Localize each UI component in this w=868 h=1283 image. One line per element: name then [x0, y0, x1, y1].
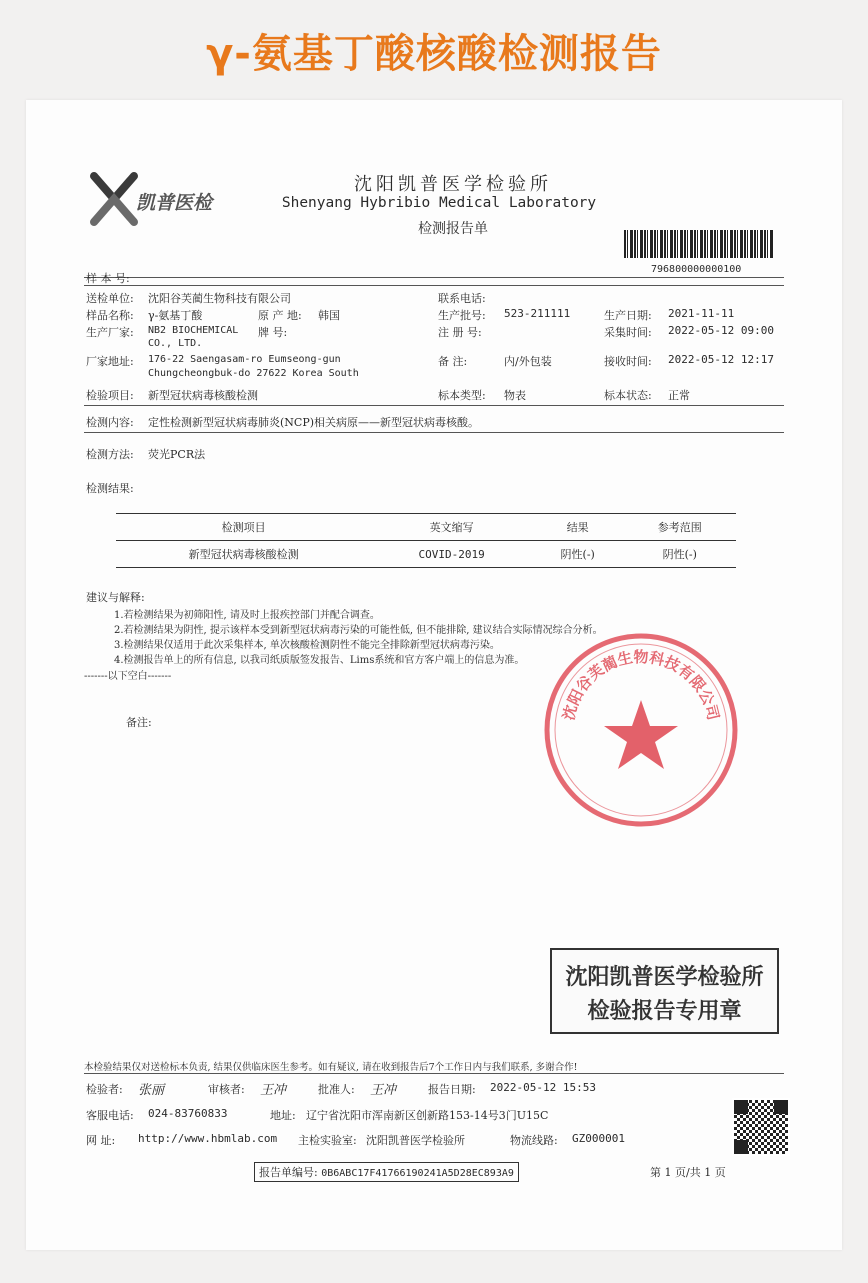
report-date-label: 报告日期:	[428, 1083, 476, 1096]
receive-value: 2022-05-12 12:17	[668, 353, 774, 366]
contact-label: 联系电话:	[438, 292, 486, 305]
main-lab-label: 主检实验室:	[298, 1134, 357, 1147]
approver-signature: 王冲	[370, 1083, 397, 1098]
address-footer-value: 辽宁省沈阳市浑南新区创新路153-14号3门U15C	[306, 1109, 549, 1122]
brand-label: 牌 号:	[258, 326, 288, 339]
remark-value: 内/外包装	[504, 355, 552, 368]
page-headline: γ-氨基丁酸核酸检测报告	[206, 31, 662, 77]
logistics-label: 物流线路:	[510, 1134, 558, 1147]
seal-line-2: 检验报告专用章	[587, 999, 742, 1024]
collect-value: 2022-05-12 09:00	[668, 324, 774, 337]
barcode	[624, 230, 774, 258]
result-item: 新型冠状病毒核酸检测	[188, 548, 299, 561]
qr-code	[732, 1098, 790, 1156]
item-label: 检验项目:	[86, 389, 134, 402]
report-date-value: 2022-05-12 15:53	[490, 1081, 596, 1094]
content-value: 定性检测新型冠状病毒肺炎(NCP)相关病原——新型冠状病毒核酸。	[148, 416, 480, 429]
maker-label: 生产厂家:	[86, 326, 134, 339]
results-header-row	[116, 514, 736, 541]
tester-label: 检验者:	[86, 1083, 123, 1096]
content-label: 检测内容:	[86, 416, 134, 429]
origin-value: 韩国	[318, 309, 340, 322]
advice-item: 1.若检测结果为初筛阳性, 请及时上报疾控部门并配合调查。	[114, 610, 380, 621]
page-info: 第 1 页/共 1 页	[650, 1166, 726, 1179]
results-header-cell: 参考范围	[657, 521, 702, 534]
address-line-1: 176-22 Saengasam-ro Eumseong-gun	[148, 354, 341, 365]
remark-label: 备 注:	[438, 355, 468, 368]
report-title: 检测报告单	[418, 221, 488, 237]
method-label: 检测方法:	[86, 448, 134, 461]
receive-label: 接收时间:	[604, 355, 652, 368]
item-value: 新型冠状病毒核酸检测	[148, 389, 258, 402]
advice-item: 3.检测结果仅适用于此次采集样本, 单次核酸检测阴性不能完全排除新型冠状病毒污染。	[114, 640, 500, 651]
batch-label: 生产批号:	[438, 309, 486, 322]
reviewer-signature: 王冲	[260, 1083, 287, 1098]
approver-label: 批准人:	[318, 1083, 355, 1096]
disclaimer: 本检验结果仅对送检标本负责, 结果仅供临床医生参考。如有疑议, 请在收到报告后7个工作日内与我们联系, 多谢合作!	[84, 1062, 578, 1073]
result-reference: 阴性(-)	[662, 548, 697, 561]
main-lab-value: 沈阳凯普医学检验所	[366, 1134, 465, 1147]
method-value: 荧光PCR法	[148, 448, 206, 461]
lab-name-en: Shenyang Hybribio Medical Laboratory	[281, 195, 597, 211]
client-label: 送检单位:	[86, 292, 134, 305]
state-label: 标本状态:	[604, 389, 652, 402]
report-paper	[26, 100, 842, 1250]
sample-name-value: γ-氨基丁酸	[148, 309, 203, 322]
result-value: 阴性(-)	[560, 548, 595, 561]
maker-value-2: CO., LTD.	[148, 338, 203, 349]
address-line-2: Chungcheongbuk-do 27622 Korea South	[148, 368, 359, 379]
divider-footer	[84, 1073, 784, 1074]
origin-label: 原 产 地:	[258, 309, 302, 322]
website-value: http://www.hbmlab.com	[138, 1132, 278, 1145]
divider-content	[84, 432, 784, 433]
state-value: 正常	[668, 389, 690, 402]
address-label: 厂家地址:	[86, 355, 134, 368]
divider-top	[84, 277, 784, 278]
table-row	[116, 541, 736, 568]
phone-value: 024-83760833	[148, 1107, 228, 1120]
barcode-number: 796800000000100	[651, 264, 742, 275]
client-value: 沈阳谷芙蔺生物科技有限公司	[148, 292, 291, 305]
end-mark: -------以下空白-------	[84, 671, 172, 682]
prod-date-label: 生产日期:	[604, 309, 652, 322]
report-number-value: 0B6ABC17F41766190241A5D28EC893A9	[321, 1168, 514, 1179]
tester-signature: 张丽	[138, 1083, 165, 1098]
report-number-label: 报告单编号:	[259, 1166, 318, 1179]
results-table	[116, 513, 736, 568]
results-header-cell: 结果	[566, 521, 589, 534]
logo-text: 凯普医检	[136, 192, 213, 214]
results-header-cell: 检测项目	[221, 521, 266, 534]
address-footer-label: 地址:	[270, 1109, 296, 1122]
report-number	[254, 1162, 519, 1182]
type-value: 物表	[504, 389, 526, 402]
hybribio-logo-icon	[88, 172, 140, 226]
result-label: 检测结果:	[86, 482, 134, 495]
logistics-value: GZ000001	[572, 1132, 625, 1145]
advice-title: 建议与解释:	[86, 591, 145, 604]
prod-date-value: 2021-11-11	[668, 307, 735, 320]
sample-name-label: 样品名称:	[86, 309, 134, 322]
lab-name-cn: 沈阳凯普医学检验所	[354, 174, 552, 195]
phone-label: 客服电话:	[86, 1109, 134, 1122]
divider-sample	[84, 285, 784, 286]
note-label: 备注:	[126, 716, 152, 729]
reg-label: 注 册 号:	[438, 326, 482, 339]
batch-value: 523-211111	[504, 307, 571, 320]
seal-line-1: 沈阳凯普医学检验所	[565, 965, 764, 990]
advice-item: 4.检测报告单上的所有信息, 以我司纸质版签发报告、Lims系统和官方客户端上的信息为准。	[114, 655, 525, 666]
divider-sample-bottom	[84, 405, 784, 406]
sample-no-label: 样 本 号:	[86, 272, 130, 285]
reviewer-label: 审核者:	[208, 1083, 245, 1096]
results-header-cell: 英文缩写	[429, 521, 474, 534]
advice-item: 2.若检测结果为阴性, 提示该样本受到新型冠状病毒污染的可能性低, 但不能排除, 建议结合实际情况综合分析。	[114, 625, 603, 636]
website-label: 网 址:	[86, 1134, 116, 1147]
svg-text:沈阳谷芙蔺生物科技有限公司: 沈阳谷芙蔺生物科技有限公司	[559, 648, 723, 722]
collect-label: 采集时间:	[604, 326, 652, 339]
maker-value: NB2 BIOCHEMICAL	[148, 325, 239, 336]
company-seal-stamp	[541, 630, 741, 830]
lab-seal-box	[550, 948, 779, 1034]
result-abbr: COVID-2019	[418, 547, 485, 561]
type-label: 标本类型:	[438, 389, 486, 402]
